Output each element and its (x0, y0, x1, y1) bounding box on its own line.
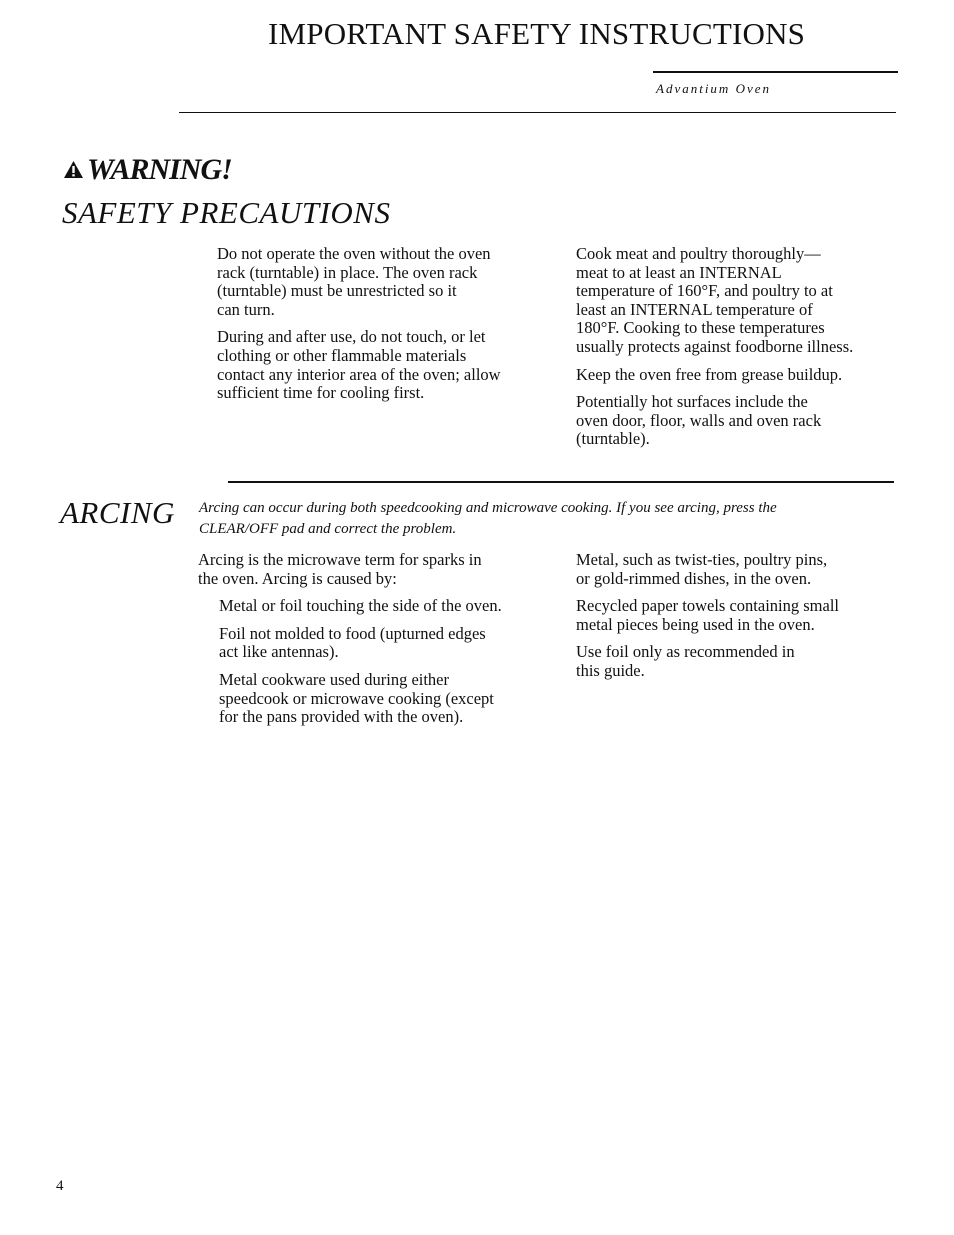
safety-paragraph: Do not operate the oven without the oven rack (turntable) in place. The oven rack (turntable) must be unrestricted so it can turn. (217, 244, 491, 319)
page-title: IMPORTANT SAFETY INSTRUCTIONS (268, 16, 806, 51)
arcing-cause-item: Foil not molded to food (upturned edges act like antennas). (219, 623, 486, 662)
product-subtitle: Advantium Oven (656, 81, 772, 96)
arcing-cause-item: Recycled paper towels containing small metal pieces being used in the oven. (576, 596, 840, 634)
arcing-right-column (576, 551, 906, 690)
safety-paragraph: Potentially hot surfaces include the oven door, floor, walls and oven rack (turntable). (576, 392, 822, 449)
safety-left-column (217, 245, 547, 412)
header-rule-short (653, 71, 898, 73)
warning-triangle-icon (63, 153, 87, 187)
section-divider (228, 481, 894, 483)
warning-heading (63, 153, 232, 187)
arcing-cause-item: Use foil only as recommended in this guide. (576, 642, 795, 680)
header-rule (179, 112, 896, 113)
page-number: 4 (56, 1178, 64, 1194)
arcing-lead-paragraph: Arcing is the microwave term for sparks in the oven. Arcing is caused by: (198, 550, 482, 588)
safety-paragraph: During and after use, do not touch, or let clothing or other flammable materials contact any interior area of the oven; allow sufficient time for cooling first. (217, 327, 501, 403)
arcing-cause-item: Metal or foil touching the side of the oven. (219, 596, 502, 616)
section-title-safety-precautions: SAFETY PRECAUTIONS (62, 195, 391, 230)
safety-paragraph: Keep the oven free from grease buildup. (576, 364, 843, 384)
safety-paragraph: Cook meat and poultry thoroughly— meat to at least an INTERNAL temperature of 160°F, and poultry to at least an INTERNAL temperature of 180°F. Cooking to these temperatures usually protects against foodborne illness. (576, 244, 854, 356)
section-title-arcing: ARCING (60, 495, 175, 530)
arcing-cause-item: Metal cookware used during either speedcook or microwave cooking (except for the pans provided with the oven). (219, 669, 494, 727)
safety-right-column (576, 245, 906, 458)
warning-label: WARNING! (87, 153, 232, 186)
arcing-cause-item: Metal, such as twist-ties, poultry pins, or gold-rimmed dishes, in the oven. (576, 550, 828, 588)
arcing-left-column (198, 551, 548, 736)
arcing-intro: Arcing can occur during both speedcooking and microwave cooking. If you see arcing, press the CLEAR/OFF pad and correct the problem. (199, 500, 777, 537)
